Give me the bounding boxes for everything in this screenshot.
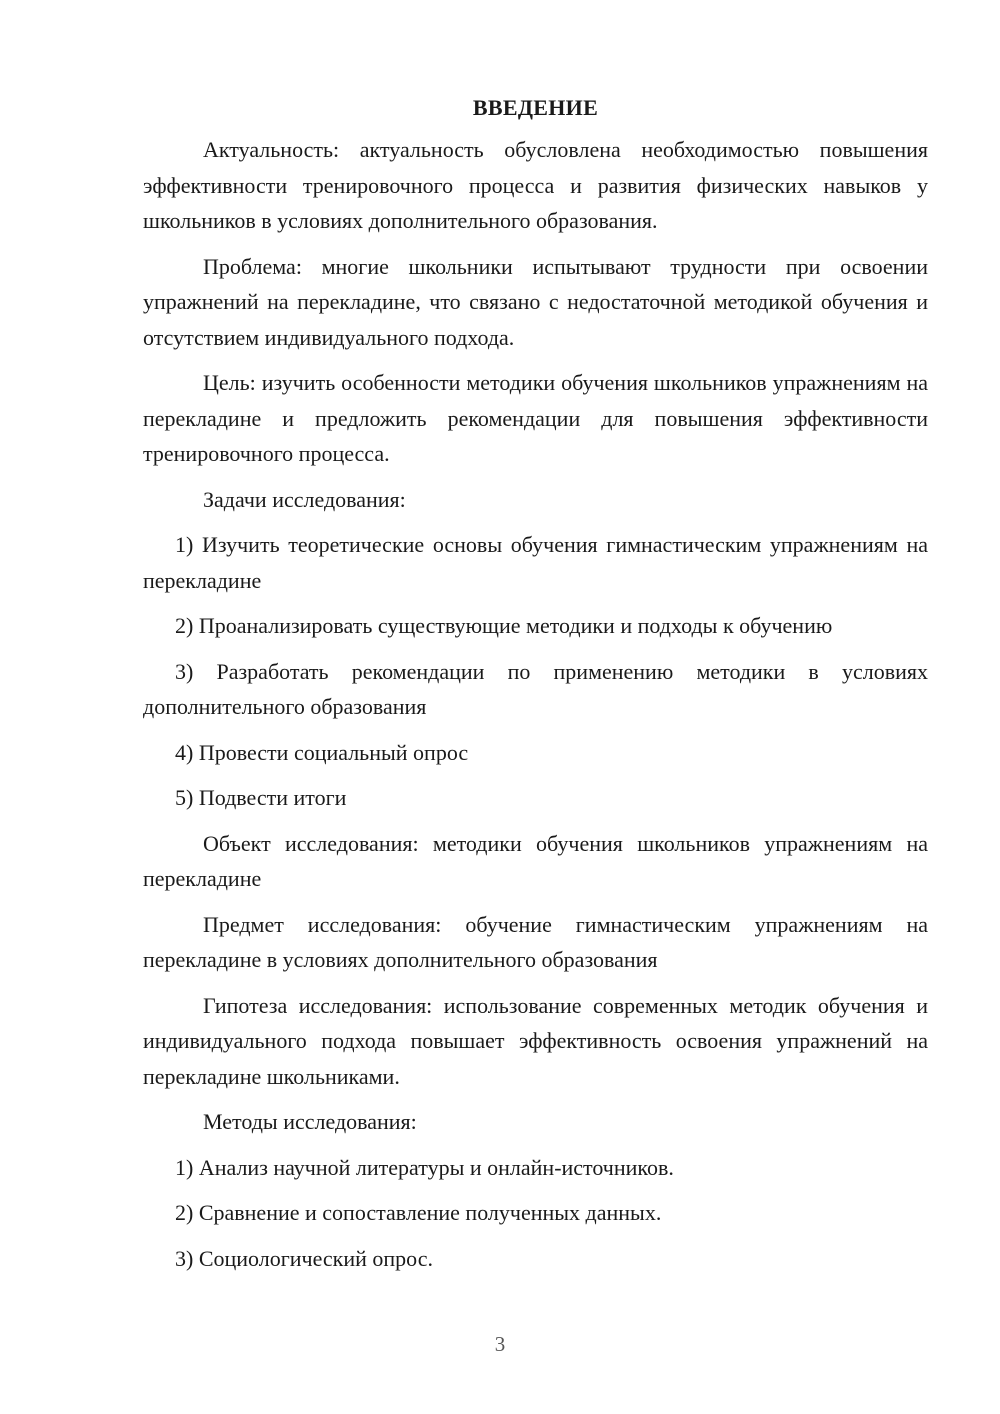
task-item-4: 4) Провести социальный опрос xyxy=(175,739,469,765)
method-item-3: 3) Социологический опрос. xyxy=(175,1245,433,1271)
method-item-2: 2) Сравнение и сопоставление полученных данных. xyxy=(175,1200,662,1225)
page-number: 3 xyxy=(494,1332,506,1356)
goal-paragraph: Цель: изучить особенности методики обучения школьников упражнениям на перекладине и предложить рекомендации для повышения эффективности тренировочного процесса. xyxy=(143,370,928,466)
relevance-paragraph: Актуальность: актуальность обусловлена необходимостью повышения эффективности тренировочного процесса и развития физических навыков у школьников в условиях дополнительного образования. xyxy=(143,137,928,233)
task-item-2: 2) Проанализировать существующие методики и подходы к обучению xyxy=(175,613,833,638)
subject-paragraph: Предмет исследования: обучение гимнастическим упражнениям на перекладине в условиях дополнительного образования xyxy=(143,911,928,972)
tasks-heading: Задачи исследования: xyxy=(203,486,406,512)
object-paragraph: Объект исследования: методики обучения школьников упражнениям на перекладине xyxy=(143,830,928,891)
task-item-5: 5) Подвести итоги xyxy=(175,785,347,810)
page-title: ВВЕДЕНИЕ xyxy=(472,95,599,120)
document-page xyxy=(143,90,928,1286)
task-item-3: 3) Разработать рекомендации по применению методики в условиях дополнительного образования xyxy=(143,658,928,719)
method-item-1: 1) Анализ научной литературы и онлайн-источников. xyxy=(175,1154,674,1180)
problem-paragraph: Проблема: многие школьники испытывают трудности при освоении упражнений на перекладине, что связано с недостаточной методикой обучения и отсутствием индивидуального подхода. xyxy=(143,253,928,350)
hypothesis-paragraph: Гипотеза исследования: использование современных методик обучения и индивидуального подхода повышает эффективность освоения упражнений на перекладине школьниками. xyxy=(143,992,928,1089)
methods-heading: Методы исследования: xyxy=(203,1109,417,1134)
task-item-1: 1) Изучить теоретические основы обучения гимнастическим упражнениям на перекладине xyxy=(143,532,928,593)
